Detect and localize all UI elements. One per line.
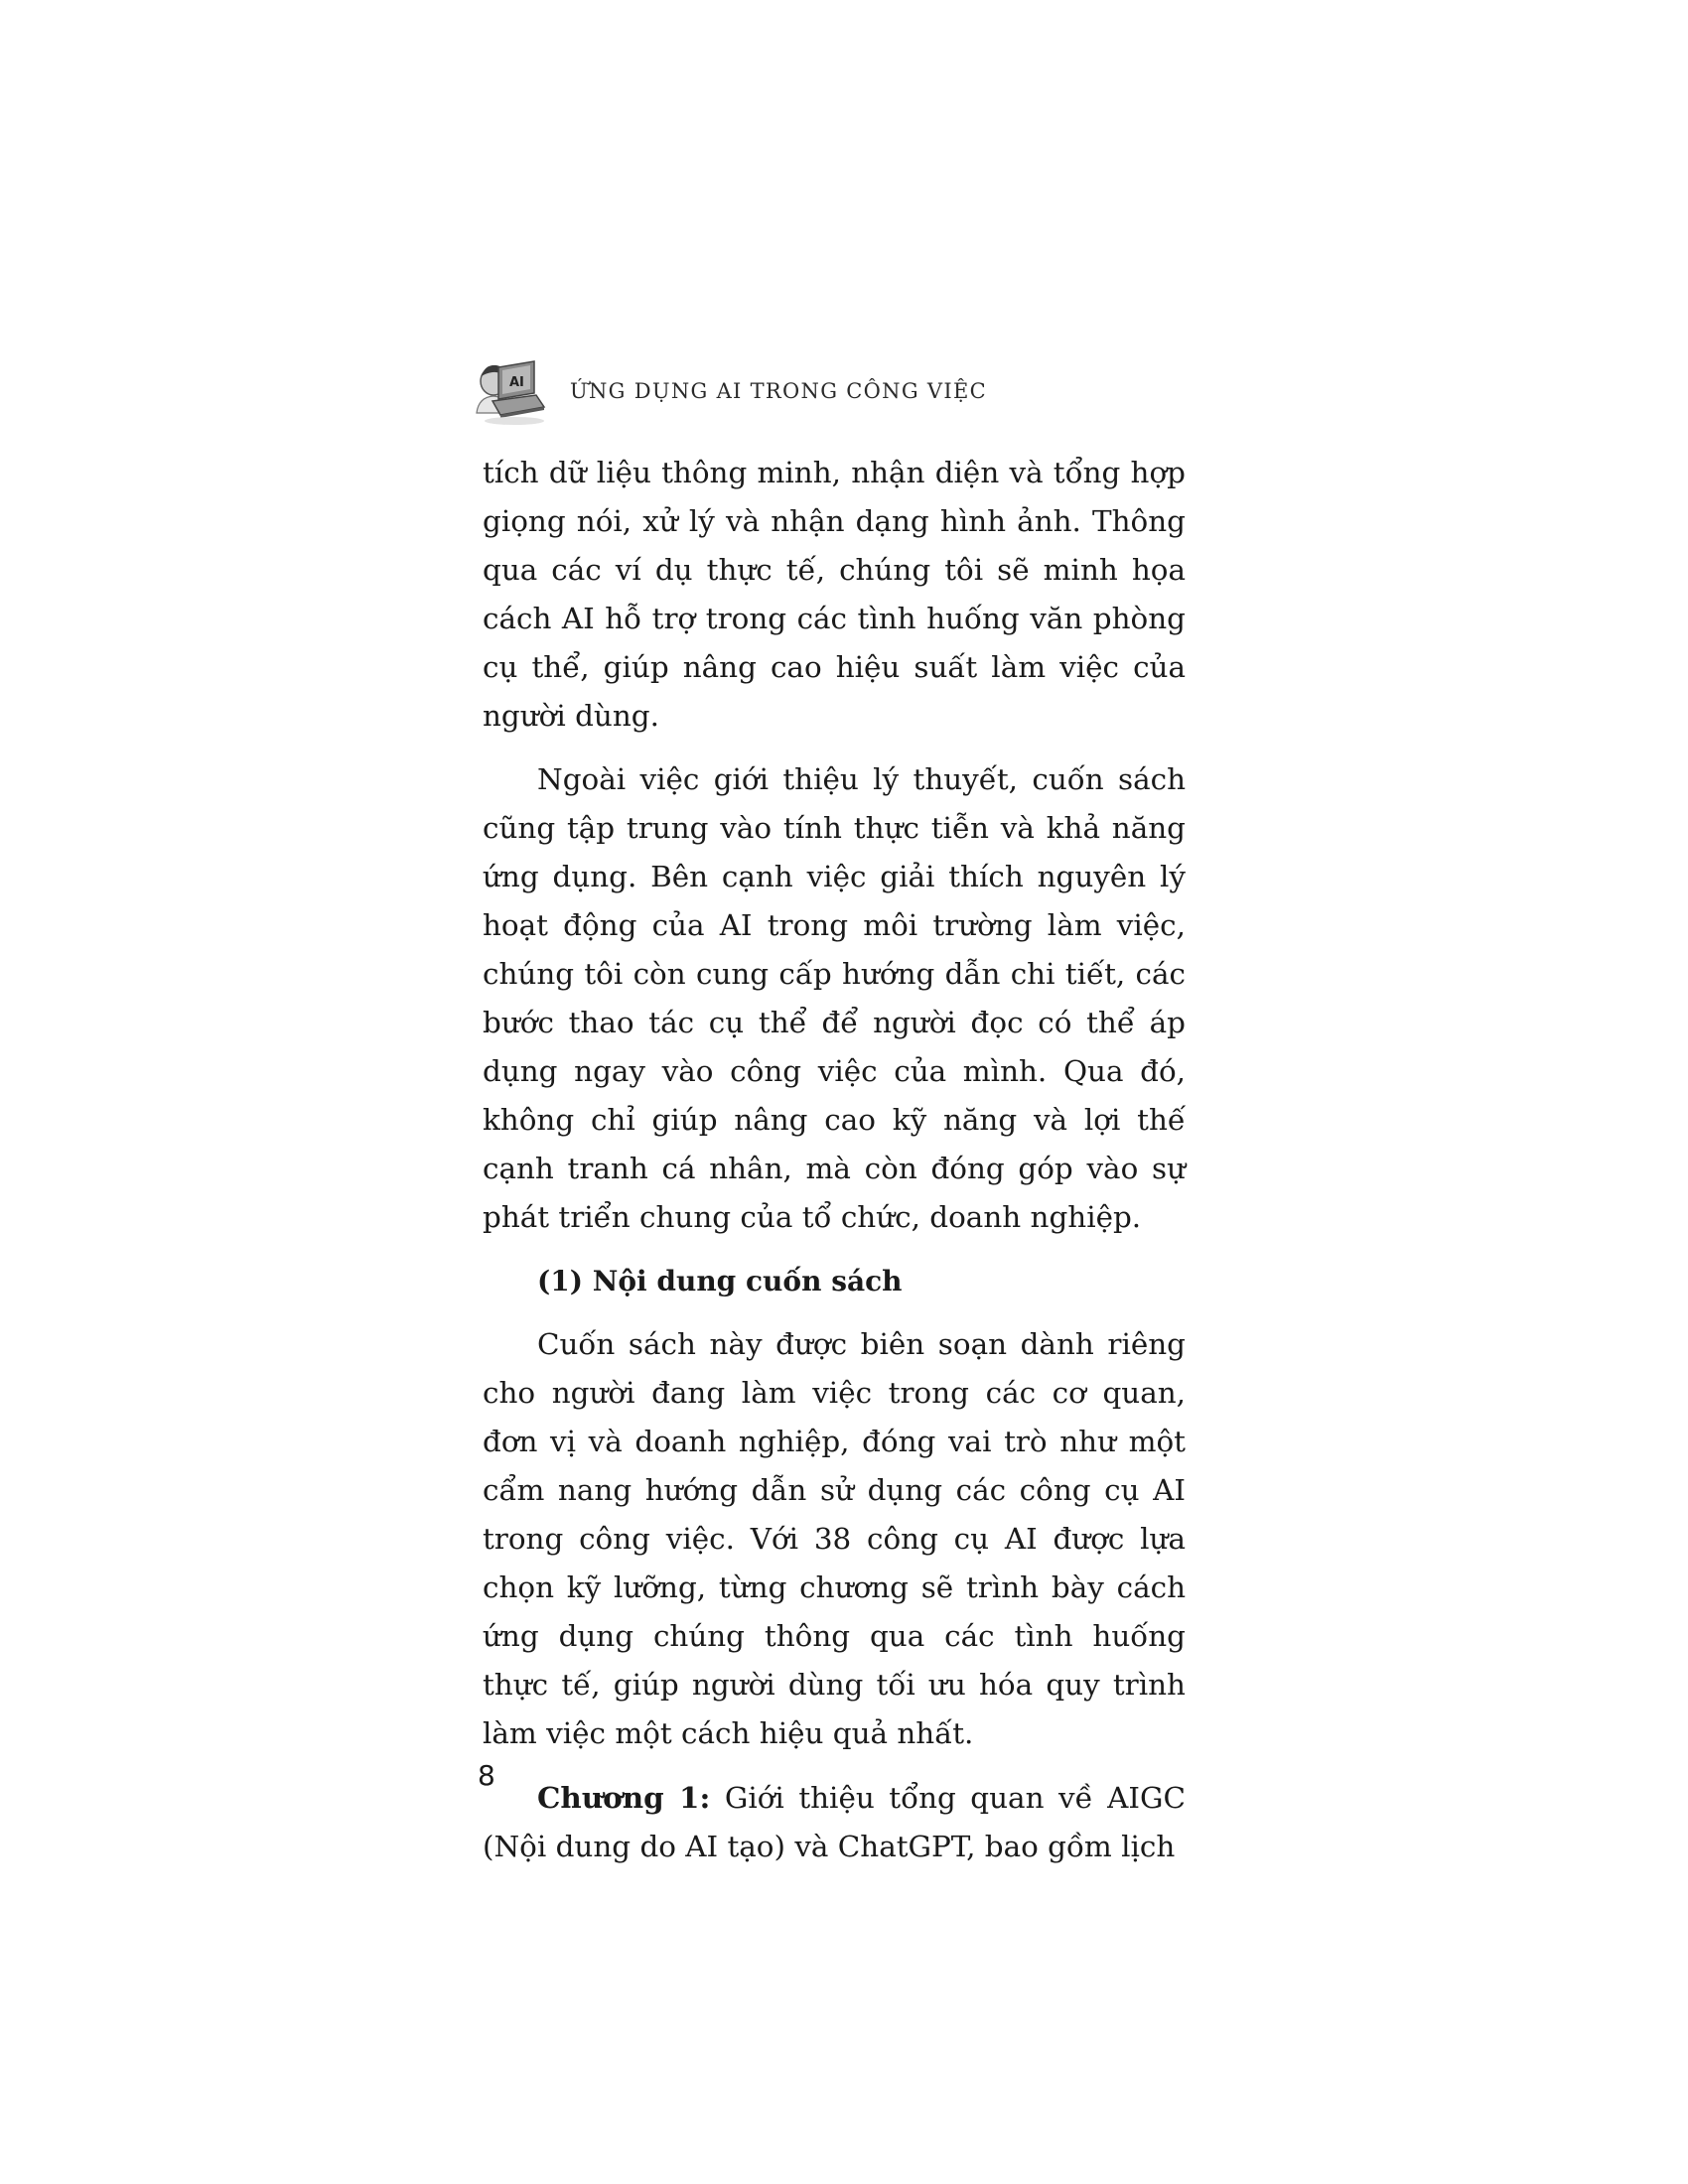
chapter-1-label: Chương 1: bbox=[537, 1780, 711, 1815]
laptop-ai-person-icon bbox=[475, 359, 546, 427]
section-heading: (1) Nội dung cuốn sách bbox=[537, 1265, 903, 1297]
running-header bbox=[475, 359, 1229, 429]
body-text bbox=[483, 449, 1186, 1886]
svg-text:AI: AI bbox=[509, 375, 524, 390]
chapter-1-text: Giới thiệu tổng quan về AIGC (Nội dung do AI tạo) và ChatGPT, bao gồm lịch bbox=[483, 1781, 1186, 1863]
page-number: 8 bbox=[478, 1759, 495, 1792]
paragraph: Ngoài việc giới thiệu lý thuyết, cuốn sách cũng tập trung vào tính thực tiễn và khả năng ứng dụng. Bên cạnh việc giải thích nguyên lý hoạt động của AI trong môi trường làm việc, chúng tôi còn cung cấp hướng dẫn chi tiết, các bước thao tác cụ thể để người đọc có thể áp dụng ngay vào công việc của mình. Qua đó, không chỉ giúp nâng cao kỹ năng và lợi thế cạnh tranh cá nhân, mà còn đóng góp vào sự phát triển chung của tổ chức, doanh nghiệp. bbox=[483, 762, 1186, 1234]
running-header-title: ỨNG DỤNG AI TRONG CÔNG VIỆC bbox=[570, 379, 987, 403]
paragraph: tích dữ liệu thông minh, nhận diện và tổng hợp giọng nói, xử lý và nhận dạng hình ảnh. Thông qua các ví dụ thực tế, chúng tôi sẽ minh họa cách AI hỗ trợ trong các tình huống văn phòng cụ thể, giúp nâng cao hiệu suất làm việc của người dùng. bbox=[483, 456, 1186, 733]
paragraph: Cuốn sách này được biên soạn dành riêng cho người đang làm việc trong các cơ quan, đơn vị và doanh nghiệp, đóng vai trò như một cẩm nang hướng dẫn sử dụng các công cụ AI trong công việc. Với 38 công cụ AI được lựa chọn kỹ lưỡng, từng chương sẽ trình bày cách ứng dụng chúng thông qua các tình huống thực tế, giúp người dùng tối ưu hóa quy trình làm việc một cách hiệu quả nhất. bbox=[483, 1327, 1186, 1750]
chapter-1-paragraph bbox=[483, 1773, 1186, 1871]
